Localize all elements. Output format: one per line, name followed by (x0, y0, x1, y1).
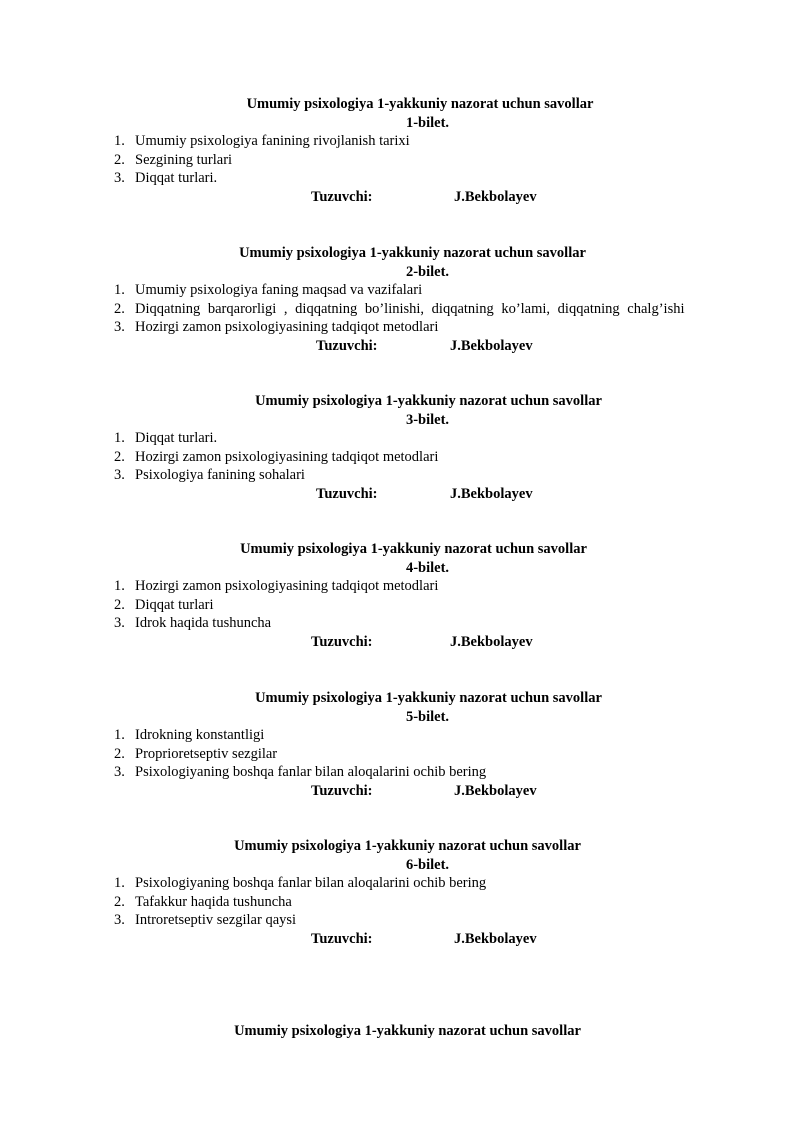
question-number: 1. (114, 133, 125, 149)
compiler-signature (0, 337, 800, 356)
question-item (0, 132, 735, 151)
question-text: Umumiy psixologiya faning maqsad va vazifalari (135, 282, 423, 298)
compiler-name: J.Bekbolayev (450, 633, 533, 650)
question-item (0, 429, 735, 448)
question-list (0, 132, 800, 188)
question-number: 3. (114, 764, 125, 780)
compiler-signature (0, 188, 800, 207)
compiler-signature (0, 930, 800, 949)
compiler-name: J.Bekbolayev (454, 782, 537, 799)
question-number: 1. (114, 282, 125, 298)
question-item (0, 614, 735, 633)
question-number: 3. (114, 912, 125, 928)
question-text: Sezgining turlari (135, 151, 233, 168)
question-text: Psixologiyaning boshqa fanlar bilan aloqalarini ochib bering (135, 875, 487, 891)
question-text: Psixologiyaning boshqa fanlar bilan aloqalarini ochib bering (135, 764, 487, 780)
ticket-number: 6-bilet. (405, 856, 450, 873)
question-number: 2. (114, 448, 125, 465)
compiler-signature (0, 485, 800, 504)
question-text: Idrok haqida tushuncha (135, 615, 272, 631)
question-number: 3. (114, 170, 125, 186)
ticket-title: Umumiy psixologiya 1-yakkuniy nazorat uchun savollar (234, 838, 581, 854)
question-list (0, 429, 800, 485)
question-number: 1. (114, 578, 125, 594)
ticket-5 (0, 689, 800, 800)
question-number: 2. (114, 596, 125, 613)
compiler-label: Tuzuvchi: (311, 930, 373, 947)
question-text: Diqqatning barqarorligi , diqqatning bo’linishi, diqqatning ko’lami, diqqatning chalg’ishi (135, 300, 685, 317)
compiler-label: Tuzuvchi: (311, 188, 373, 205)
question-item (0, 726, 735, 745)
question-number: 1. (114, 430, 125, 446)
compiler-label: Tuzuvchi: (316, 485, 378, 502)
ticket-number: 4-bilet. (405, 559, 450, 576)
question-item (0, 596, 735, 615)
question-text: Umumiy psixologiya fanining rivojlanish tarixi (135, 133, 410, 149)
question-number: 3. (114, 467, 125, 483)
question-list (0, 726, 800, 782)
compiler-name: J.Bekbolayev (450, 485, 533, 502)
question-text: Proprioretseptiv sezgilar (135, 745, 278, 762)
question-item (0, 466, 735, 485)
ticket-3 (0, 392, 800, 503)
question-number: 2. (114, 893, 125, 910)
ticket-4 (0, 540, 800, 651)
question-text: Introretseptiv sezgilar qaysi (135, 912, 297, 928)
question-text: Idrokning konstantligi (135, 727, 265, 743)
question-number: 2. (114, 300, 125, 317)
question-item (0, 911, 735, 930)
question-number: 3. (114, 615, 125, 631)
question-text: Hozirgi zamon psixologiyasining tadqiqot metodlari (135, 448, 439, 465)
question-text: Diqqat turlari. (135, 430, 218, 446)
compiler-signature (0, 633, 800, 652)
question-text: Hozirgi zamon psixologiyasining tadqiqot metodlari (135, 578, 439, 594)
compiler-signature (0, 782, 800, 801)
question-text: Diqqat turlari (135, 596, 214, 613)
question-number: 3. (114, 319, 125, 335)
ticket-number: 1-bilet. (405, 114, 450, 131)
question-list (0, 577, 800, 633)
question-item (0, 874, 735, 893)
ticket-6 (0, 837, 800, 948)
ticket-title: Umumiy psixologiya 1-yakkuniy nazorat uchun savollar (255, 393, 602, 409)
question-text: Hozirgi zamon psixologiyasining tadqiqot metodlari (135, 319, 439, 335)
question-item (0, 763, 735, 782)
question-list (0, 874, 800, 930)
question-item (0, 318, 735, 337)
ticket-title: Umumiy psixologiya 1-yakkuniy nazorat uchun savollar (240, 541, 587, 557)
ticket-title: Umumiy psixologiya 1-yakkuniy nazorat uchun savollar (239, 245, 586, 261)
question-text: Psixologiya fanining sohalari (135, 467, 305, 483)
question-number: 2. (114, 151, 125, 168)
ticket-7 (0, 1022, 800, 1041)
ticket-title: Umumiy psixologiya 1-yakkuniy nazorat uchun savollar (246, 96, 594, 112)
compiler-label: Tuzuvchi: (311, 782, 373, 799)
compiler-label: Tuzuvchi: (311, 633, 373, 650)
question-number: 2. (114, 745, 125, 762)
question-item (0, 300, 735, 319)
compiler-name: J.Bekbolayev (454, 188, 537, 205)
question-item (0, 745, 735, 764)
ticket-number: 5-bilet. (405, 708, 450, 725)
question-item (0, 577, 735, 596)
compiler-name: J.Bekbolayev (454, 930, 537, 947)
question-list (0, 281, 800, 337)
question-item (0, 893, 735, 912)
question-item (0, 281, 735, 300)
ticket-number: 3-bilet. (405, 411, 450, 428)
ticket-title: Umumiy psixologiya 1-yakkuniy nazorat uchun savollar (234, 1023, 581, 1039)
question-text: Tafakkur haqida tushuncha (135, 893, 292, 910)
compiler-label: Tuzuvchi: (316, 337, 378, 354)
question-number: 1. (114, 727, 125, 743)
question-item (0, 448, 735, 467)
ticket-2 (0, 244, 800, 355)
ticket-1 (0, 95, 800, 206)
question-item (0, 169, 735, 188)
ticket-title: Umumiy psixologiya 1-yakkuniy nazorat uchun savollar (255, 690, 602, 706)
question-number: 1. (114, 875, 125, 891)
question-item (0, 151, 735, 170)
ticket-number: 2-bilet. (405, 263, 450, 280)
compiler-name: J.Bekbolayev (450, 337, 533, 354)
question-text: Diqqat turlari. (135, 170, 218, 186)
